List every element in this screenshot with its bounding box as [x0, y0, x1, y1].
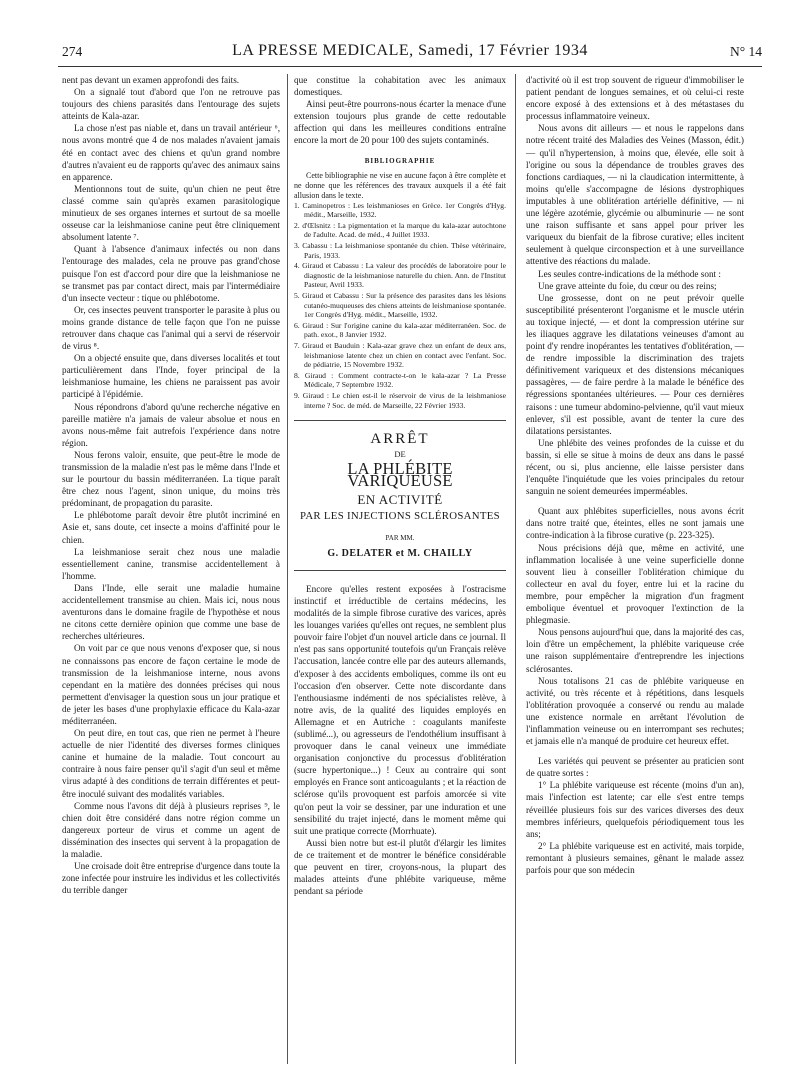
paragraph: On peut dire, en tout cas, que rien ne permet à l'heure actuelle de nier l'identité des diverses formes cliniques canine et humaine de la maladie. Tout concourt au contraire à nous faire penser qu'il s'agit d'un seul et même virus adapté à des conditions de terrain différentes et peut-être inoculé suivant des modalités variables.: [62, 728, 280, 799]
bibliography-item: 6. Giraud : Sur l'origine canine du kala-azar méditerranéen. Soc. de path. exot., 8 Janvier 1932.: [294, 320, 506, 340]
paragraph: 2° La phlébite variqueuse est en activité, mais torpide, remontant à plusieurs semaines, gênant le malade assez parfois pour que son médecin: [526, 840, 744, 875]
column-right: [526, 74, 744, 876]
paragraph: Nous totalisons 21 cas de phlébite variqueuse en activité, ou très récente et à répétitions, dans lesquels l'oblitération provoquée a conservé ou rendu au malade une existence normale en arrêtant l'évolution de l'inflammation veineuse ou en interrompant ses rechutes; et jamais elle n'a manqué de produire cet heureux effet.: [526, 675, 744, 747]
paragraph: Nous pensons aujourd'hui que, dans la majorité des cas, loin d'être un empêchement, la phlébite variqueuse crée une raison supplémentaire d'entreprendre les injections sclérosantes.: [526, 627, 744, 674]
article-subtitle: EN ACTIVITÉ: [357, 491, 443, 507]
paragraph: nent pas devant un examen approfondi des faits.: [62, 75, 240, 85]
paragraph: Quant aux phlébites superficielles, nous avons écrit dans notre traité que, éteintes, elles ne sont jamais une contre-indication à la fibrose curative (p. 223-325).: [526, 506, 744, 541]
paragraph: Nous précisions déjà que, même en activité, une inflammation localisée à une veine superficielle donne souvent lieu à conseiller l'oblitération chimique du collecteur en aval du foyer, entre lui et la racine du membre, pour empêcher la migration d'un fragment embolique éventuel et provoquer l'extinction de la phlegmasie.: [526, 542, 744, 626]
paragraph: Aussi bien notre but est-il plutôt d'élargir les limites de ce traitement et de montrer le bénéfice considérable que peuvent en tirer, croyons-nous, la plupart des malades atteints d'une phlébite variqueuse, même pendant sa période: [294, 837, 506, 897]
paragraph: d'activité où il est trop souvent de rigueur d'immobiliser le patient pendant de longues semaines, et où celui-ci reste encore exposé à des extensions et à des métastases du processus inflammatoire veineux.: [526, 75, 744, 122]
paragraph: Encore qu'elles restent exposées à l'ostracisme instinctif et irréductible de certains médecins, les modalités de la simple fibrose curative des varices, après les louanges variées qu'elles ont reçues, ne semblent plus pouvoir faire l'objet d'un nouvel article dans ce journal. Il n'est pas sans opportunité toutefois qu'un Français relève l'accusation, lancée contre elle par des auteurs allemands, d'exposer à des accidents emboliques, comme ils ont eu l'occasion d'en observer. Cette note discordante dans l'enthousiasme indémenti de nos spécialistes relève, à notre avis, de la qualité des liquides employés en Allemagne et en Autriche : coagulants manifeste (sublimé...), ou agresseurs de l'endothélium insuffisant à provoquer dans le canal veineux une immédiate organisation conjonctive du processus d'oblitération (sucre hypertonique...) ! Ceux au contraire qui sont employés en France sont anticoagulants ; et la réaction de sclérose qu'ils provoquent est parfois amorcée si vite qu'on peut la voir se dessiner, par une induration et une sensibilité du trajet injecté, dans le moment même qui suit une pratique correcte (Morrhuate).: [294, 583, 507, 836]
paragraph: On a signalé tout d'abord que l'on ne retrouve pas toujours des chiens parasités dans l'entourage des sujets atteints de Kala-azar.: [62, 87, 280, 122]
paragraph: Mentionnons tout de suite, qu'un chien ne peut être classé comme sain qu'après examen parasitologique minutieux de ses organes internes et surtout de sa moelle osseuse car la leishmaniose canine peut être cliniquement absolument latente ⁷.: [62, 183, 280, 243]
page-number: 274: [62, 44, 83, 59]
paragraph: Une croisade doit être entreprise d'urgence dans toute la zone infectée pour instruire les individus et les collectivités du terrible danger: [62, 861, 280, 896]
journal-title: LA PRESSE MEDICALE, Samedi, 17 Février 1934: [232, 42, 588, 59]
column-divider: [515, 74, 516, 1064]
column-middle: [294, 74, 506, 897]
bibliography-item: 3. Cabassu : La leishmaniose spontanée du chien. Thèse vétérinaire, Paris, 1933.: [294, 241, 506, 260]
paragraph: Quant à l'absence d'animaux infectés ou non dans l'entourage des malades, cela ne prouve pas grand'chose puisque l'on est d'accord pour dire que la leishmaniose ne se transmet pas par contact direct, mais par l'intermédiaire d'un insecte vecteur : tique ou phlébotome.: [62, 244, 280, 303]
bibliography-item: 5. Giraud et Cabassu : Sur la présence des parasites dans les lésions cutanéo-muqueuses des chiens atteints de leishmaniose spontanée. 1er Congrès d'Hyg. médit., Marseille, 1932.: [294, 291, 506, 320]
article-by: PAR MM.: [385, 533, 415, 542]
column-left: [62, 74, 280, 896]
bibliography-item: 1. Caminopetros : Les leishmanioses en Grèce. 1er Congrès d'Hyg. médit., Marseille, 1932.: [294, 200, 506, 220]
paragraph: La leishmaniose serait chez nous une maladie essentiellement canine, transmise accidentellement à l'homme.: [62, 546, 280, 581]
article-authors: G. DELATER et M. CHAILLY: [327, 547, 473, 559]
paragraph: 1° La phlébite variqueuse est récente (moins d'un an), mais l'infection est latente; car elle s'est entre temps réveillée plusieurs fois sur des varices diverses des deux membres inférieurs, quelquefois périodiquement tous les ans;: [526, 780, 744, 839]
article-kicker: ARRÊT: [370, 431, 430, 448]
paragraph: La chose n'est pas niable et, dans un travail antérieur ⁶, nous avons montré que 4 de nos malades n'avaient jamais été en contact avec des chiens et qu'un grand nombre d'autres n'avaient eu de rapports qu'avec des animaux sains en apparence.: [62, 123, 280, 182]
paragraph: Une grave atteinte du foie, du cœur ou des reins;: [538, 280, 717, 291]
bibliography-item: 4. Giraud et Cabassu : La valeur des procédés de laboratoire pour le diagnostic de la leishmaniose naturelle du chien. Ann. de l'Institut Pasteur, Avril 1933.: [294, 261, 506, 290]
paragraph: Nous répondrons d'abord qu'une recherche négative en pareille matière n'a jamais de valeur absolue et nous en avons nous-même fait autrefois l'expérience dans notre région.: [62, 401, 280, 448]
paragraph: Une phlébite des veines profondes de la cuisse et du bassin, si elle se situe à moins de deux ans dans le passé récent, ou si, plus ancienne, elle laisse persister dans l'enquête l'inquiétude que les voies principales du retour sanguin ne soient demeurées imperméables.: [526, 437, 744, 497]
paragraph: Comme nous l'avons dit déjà à plusieurs reprises ⁹, le chien doit être considéré dans notre région comme un dangereux porteur de virus et comme un agent de dissémination des insectes qui servent à la propagation de la maladie.: [62, 800, 280, 859]
paragraph: Ainsi peut-être pourrons-nous écarter la menace d'une extension toujours plus grande de cette redoutable affection qui dans les meilleures conditions entraîne encore la mort de 20 pour 100 des sujets contaminés.: [294, 99, 506, 146]
paragraph: On voit par ce que nous venons d'exposer que, si nous ne connaissons pas encore de façon certaine le mode de transmission de la leishmaniose interne, nous avons cependant en la matière des données précises qui nous permettent d'envisager la question sous un jour pratique et de jeter les bases d'une prophylaxie efficace du Kala-azar méditerranéen.: [62, 643, 280, 726]
article-subtitle-2: PAR LES INJECTIONS SCLÉROSANTES: [300, 509, 500, 522]
page-header: [56, 40, 764, 64]
paragraph: Nous avons dit ailleurs — et nous le rappelons dans notre récent traité des Maladies des Veines (Masson, édit.) — qu'il n'hypertension, à moins que, élevée, elle soit à l'origine ou sous la dépendance de troubles graves des fonctions cardiaques, — ni la claudication intermittente, à moins qu'elle s'accompagne de lésions dystrophiques imputables à une oblitération artérielle définitive, — ni une légère azotémie, glycémie ou albuminurie — ne sont une raison suffisante et sans appel pour priver les variqueux du bienfait de la fibrose curative; elles incitent seulement à quelque circonspection et à une surveillance attentive des réactions du malade.: [526, 123, 744, 267]
paragraph: Le phlébotome paraît devoir être plutôt incriminé en Asie et, sans doute, cet insecte a moins d'affinité pour le chien.: [62, 510, 280, 545]
paragraph: Les seules contre-indications de la méthode sont :: [538, 268, 721, 279]
bibliography-heading: BIBLIOGRAPHIE: [364, 156, 436, 165]
bibliography-item: 9. Giraud : Le chien est-il le réservoir de virus de la leishmaniose interne ? Soc. de méd. de Marseille, 22 Février 1933.: [294, 390, 506, 410]
paragraph: Les variétés qui peuvent se présenter au praticien sont de quatre sortes :: [526, 756, 744, 779]
paragraph: Nous ferons valoir, ensuite, que peut-être le mode de transmission de la maladie n'est pas le même dans l'Inde et sur le pourtour du bassin méditerranéen. La tique paraît être chez nous l'agent, sinon unique, du moins très prédominant, de propagation du parasite.: [62, 449, 280, 509]
bibliography-item: 8. Giraud : Comment contracte-t-on le kala-azar ? La Presse Médicale, 7 Septembre 1932.: [294, 370, 506, 390]
issue-number: N° 14: [729, 44, 762, 59]
paragraph: Dans l'Inde, elle serait une maladie humaine accidentellement transmise au chien. Mais ici, nous nous aventurons dans le domaine fragile de l'hypothèse et nous ne citons cette dernière opinion que comme une base de recherches ultérieures.: [62, 582, 280, 642]
paragraph: Une grossesse, dont on ne peut prévoir quelle susceptibilité présenteront l'organisme et le muscle utérin au toxique injecté, — et dont la compression utérine sur les iliaques aggrave les dilatations veineuses d'amont au point d'y rendre inopérantes les tentatives d'oblitération, — de rendre impossible la discrimination des trajets définitivement variqueux et des distensions mécaniques passagères, — de faire perdre à la malade le bénéfice des régressions spontanées ultérieures. — Pour ces dernières raisons : une tumeur abdomino-pelvienne, qu'il vaut mieux enlever, s'il est possible, avant de tenter la cure des dilatations persistantes.: [526, 292, 744, 436]
paragraph: Or, ces insectes peuvent transporter le parasite à plus ou moins grande distance de telle façon que l'on ne puisse retrouver dans chaque cas l'animal qui a servi de réservoir de virus ⁸.: [62, 304, 280, 352]
article-de: DE: [394, 449, 406, 460]
paragraph: On a objecté ensuite que, dans diverses localités et tout particulièrement dans l'Inde, foyer principal de la leishmaniose humaine, les chiens ne paraissent pas avoir participé à l'épidémie.: [62, 353, 280, 400]
article-title: LA PHLÉBITE VARIQUEUSE: [347, 459, 453, 491]
article-heading: [294, 420, 506, 571]
column-divider: [287, 74, 288, 1064]
paragraph: que constitue la cohabitation avec les animaux domestiques.: [294, 75, 506, 98]
bibliography-item: 7. Giraud et Bauduin : Kala-azar grave chez un enfant de deux ans, leishmaniose latente chez un chien en contact avec l'enfant. Soc. de pédiatrie, 15 Novembre 1932.: [294, 340, 506, 370]
bibliography-list: [294, 201, 506, 410]
bibliography-item: 2. d'Œlsnitz : La pigmentation et la marque du kala-azar autochtone de l'adulte. Acad. de méd., 4 Juillet 1933.: [294, 220, 506, 240]
bibliography-intro: Cette bibliographie ne vise en aucune façon à être complète et ne donne que les références des travaux auxquels il a été fait allusion dans le texte.: [294, 170, 506, 200]
header-rule: [58, 66, 762, 67]
